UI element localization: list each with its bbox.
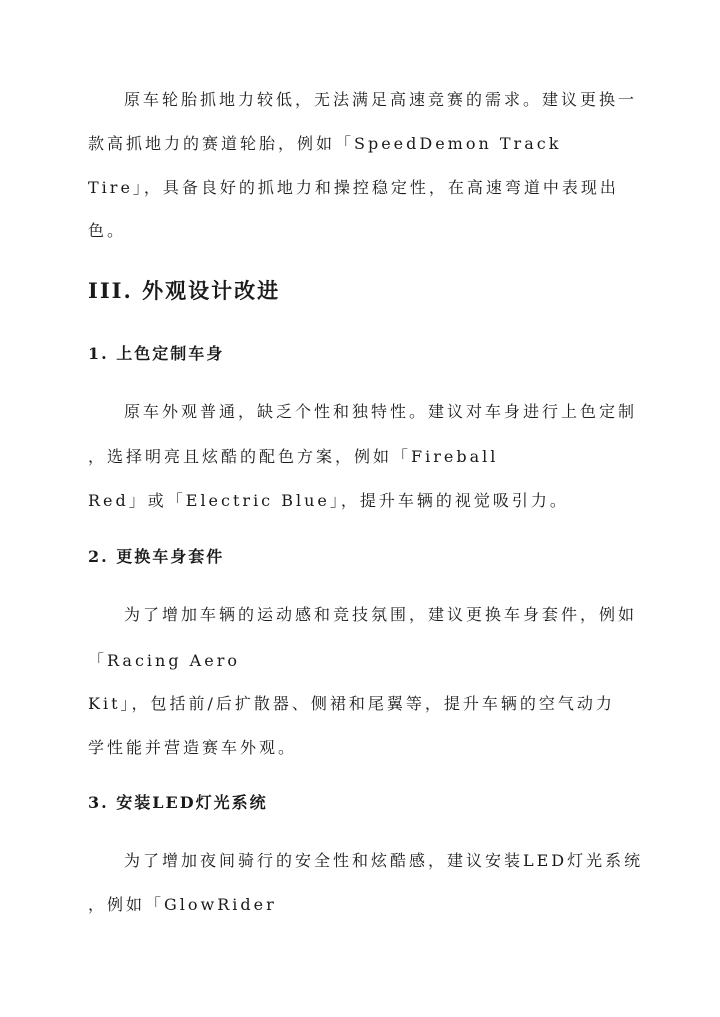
paragraph-line: Red」或「Electric Blue」，提升车辆的视觉吸引力。	[88, 491, 569, 510]
subsection-heading: 2. 更换车身套件	[88, 547, 225, 566]
paragraph-line: Kit」，包括前/后扩散器、侧裙和尾翼等，提升车辆的空气动力	[88, 694, 615, 713]
paragraph-line: 色。	[88, 221, 127, 240]
paragraph-line: 原车外观普通，缺乏个性和独特性。建议对车身进行上色定制	[124, 402, 638, 421]
paragraph-line: 为了增加车辆的运动感和竞技氛围，建议更换车身套件，例如	[124, 605, 638, 624]
paragraph-line: 「Racing Aero	[88, 651, 240, 670]
subsection-heading: 3. 安装LED灯光系统	[88, 793, 268, 812]
subsection-heading: 1. 上色定制车身	[88, 344, 225, 363]
paragraph-line: 原车轮胎抓地力较低，无法满足高速竞赛的需求。建议更换一	[124, 90, 638, 109]
paragraph-line: Tire」，具备良好的抓地力和操控稳定性，在高速弯道中表现出	[88, 178, 619, 197]
paragraph-line: 学性能并营造赛车外观。	[88, 738, 298, 757]
section-heading: III. 外观设计改进	[88, 278, 281, 303]
paragraph-line: 为了增加夜间骑行的安全性和炫酷感，建议安装LED灯光系统	[124, 851, 644, 870]
paragraph-line: ，例如「GlowRider	[88, 895, 277, 914]
paragraph-line: 款高抓地力的赛道轮胎，例如「SpeedDemon Track	[88, 134, 562, 153]
paragraph-line: ，选择明亮且炫酷的配色方案，例如「Fireball	[88, 447, 499, 466]
